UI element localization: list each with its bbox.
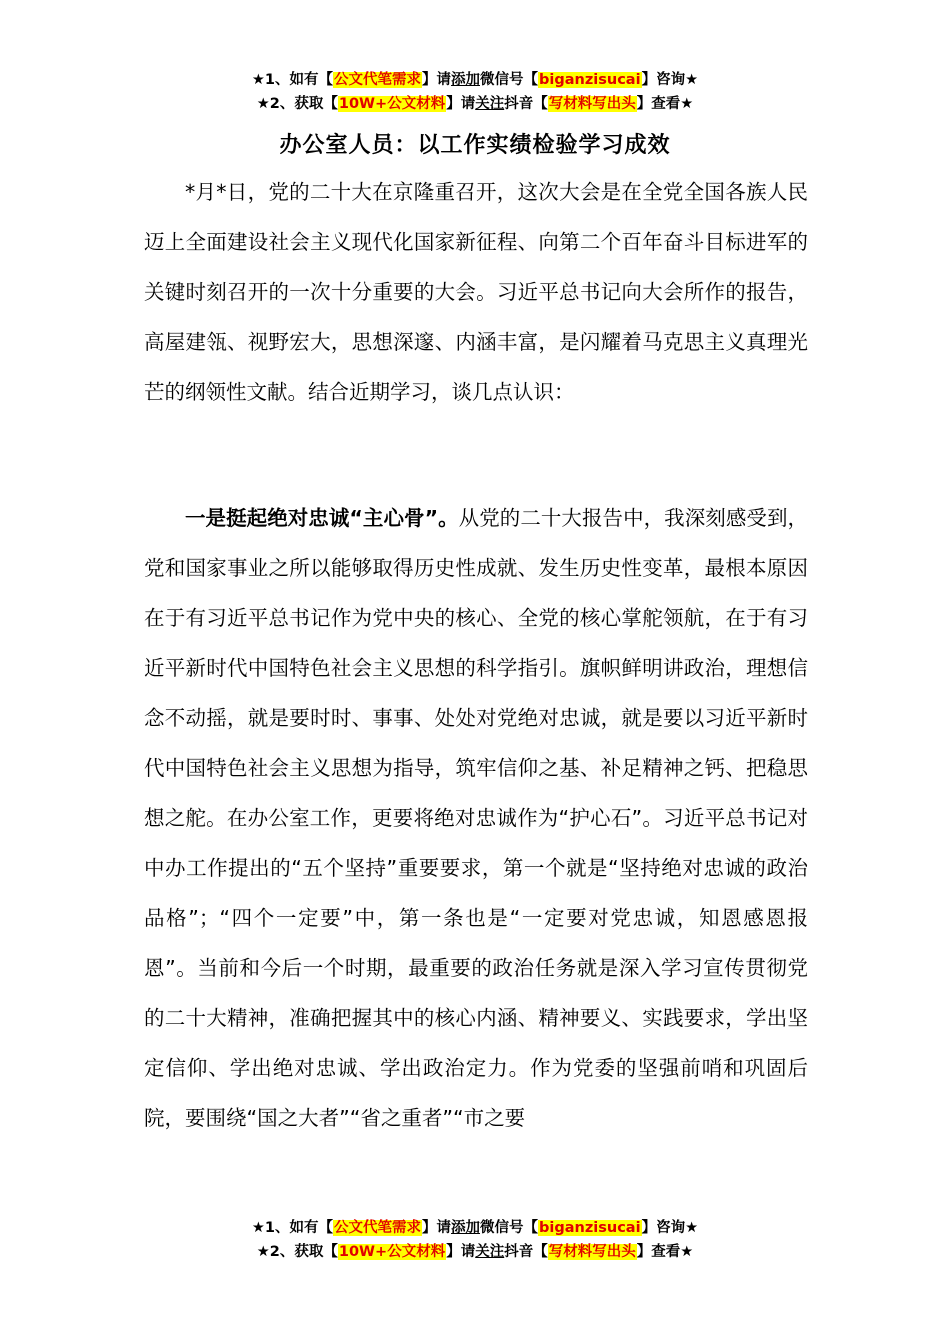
banner-line-1: ★1、如有【公文代笔需求】请添加微信号【biganzisucai】咨询★ — [251, 72, 699, 88]
highlight-wechat-id: biganzisucai — [539, 72, 641, 88]
highlight-materials: 10W+公文材料 — [338, 96, 446, 112]
document-title: 办公室人员：以工作实绩检验学习成效 — [279, 133, 671, 158]
footer-banner — [0, 1216, 950, 1264]
banner-line-2: ★2、获取【10W+公文材料】请关注抖音【写材料写出头】查看★ — [256, 96, 694, 112]
paragraph-point-one: 一是挺起绝对忠诚“主心骨”。从党的二十大报告中，我深刻感受到，党和国家事业之所以能够取得历史性成就、发生历史性变革，最根本原因在于有习近平总书记作为党中央的核心、全党的核心掌舵领航，在于有习近平新时代中国特色社会主义思想的科学指引。旗帜鲜明讲政治，理想信念不动摇，就是要时时、事事、处处对党绝对忠诚，就是要以习近平新时代中国特色社会主义思想为指导，筑牢信仰之基、补足精神之钙、把稳思想之舵。在办公室工作，更要将绝对忠诚作为“护心石”。习近平总书记对中办工作提出的“五个坚持”重要要求，第一个就是“坚持绝对忠诚的政治品格”；“四个一定要”中，第一条也是“一定要对党忠诚，知恩感恩报恩”。当前和今后一个时期，最重要的政治任务就是深入学习宣传贯彻党的二十大精神，准确把握其中的核心内涵、精神要义、实践要求，学出坚定信仰、学出绝对忠诚、学出政治定力。作为党委的坚强前哨和巩固后院，要围绕“国之大者”“省之重者”“市之要 — [144, 506, 808, 1130]
highlight-wechat-id: biganzisucai — [539, 1220, 641, 1236]
highlight-service: 公文代笔需求 — [334, 1220, 422, 1236]
highlight-service: 公文代笔需求 — [334, 72, 422, 88]
highlight-douyin-account: 写材料写出头 — [548, 1244, 636, 1260]
point-one-heading: 一是挺起绝对忠诚“主心骨”。 — [185, 506, 459, 530]
highlight-douyin-account: 写材料写出头 — [548, 96, 636, 112]
banner-line-2: ★2、获取【10W+公文材料】请关注抖音【写材料写出头】查看★ — [256, 1244, 694, 1260]
paragraph-intro: *月*日，党的二十大在京隆重召开，这次大会是在全党全国各族人民迈上全面建设社会主义现代化国家新征程、向第二个百年奋斗目标进军的关键时刻召开的一次十分重要的大会。习近平总书记向大会所作的报告，高屋建瓴、视野宏大，思想深邃、内涵丰富，是闪耀着马克思主义真理光芒的纲领性文献。结合近期学习，谈几点认识： — [144, 180, 808, 404]
banner-line-1: ★1、如有【公文代笔需求】请添加微信号【biganzisucai】咨询★ — [251, 1220, 699, 1236]
highlight-materials: 10W+公文材料 — [338, 1244, 446, 1260]
header-banner — [0, 68, 950, 116]
